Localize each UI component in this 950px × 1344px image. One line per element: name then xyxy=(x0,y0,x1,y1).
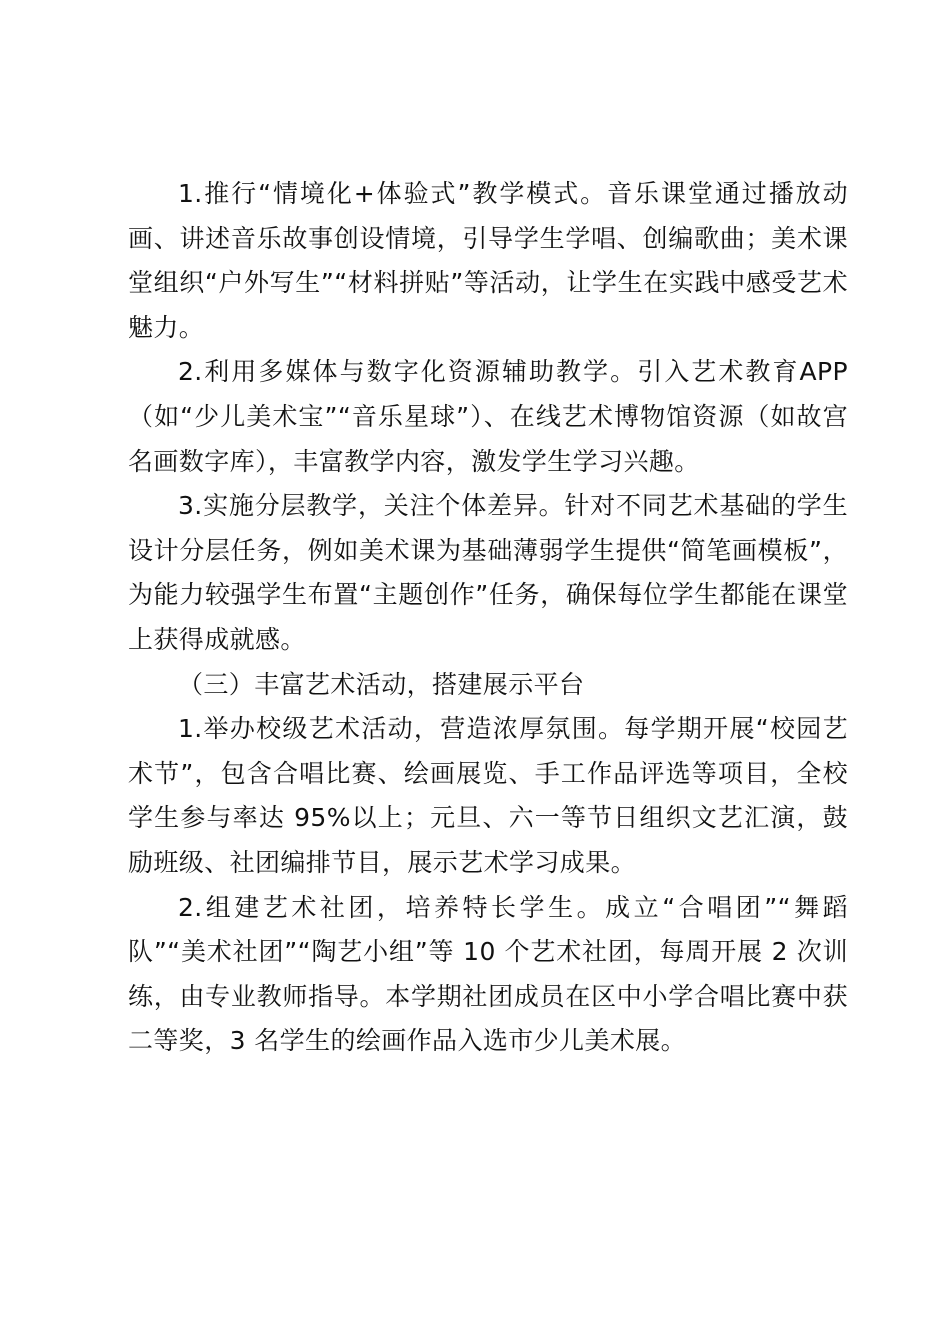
paragraph-layered-teaching: 3.实施分层教学，关注个体差异。针对不同艺术基础的学生设计分层任务，例如美术课为基础薄弱学生提供“简笔画模板”，为能力较强学生布置“主题创作”任务，确保每位学生都能在课堂上获得成就感。 xyxy=(128,491,848,654)
paragraph-school-activities: 1.举办校级艺术活动，营造浓厚氛围。每学期开展“校园艺术节”，包含合唱比赛、绘画展览、手工作品评选等项目，全校学生参与率达 95%以上；元旦、六一等节日组织文艺汇演，鼓励班级、社团编排节目，展示艺术学习成果。 xyxy=(128,714,848,877)
paragraph-teaching-mode: 1.推行“情境化+体验式”教学模式。音乐课堂通过播放动画、讲述音乐故事创设情境，引导学生学唱、创编歌曲；美术课堂组织“户外写生”“材料拼贴”等活动，让学生在实践中感受艺术魅力。 xyxy=(128,179,848,342)
paragraph-multimedia: 2.利用多媒体与数字化资源辅助教学。引入艺术教育APP（如“少儿美术宝”“音乐星球”）、在线艺术博物馆资源（如故宫名画数字库），丰富教学内容，激发学生学习兴趣。 xyxy=(128,357,848,476)
section-heading: （三）丰富艺术活动，搭建展示平台 xyxy=(178,669,585,699)
document-body xyxy=(128,172,848,1064)
paragraph-art-clubs: 2.组建艺术社团，培养特长学生。成立“合唱团”“舞蹈队”“美术社团”“陶艺小组”等 10 个艺术社团，每周开展 2 次训练，由专业教师指导。本学期社团成员在区中小学合唱比赛中获二等奖，3 名学生的绘画作品入选市少儿美术展。 xyxy=(128,892,848,1056)
